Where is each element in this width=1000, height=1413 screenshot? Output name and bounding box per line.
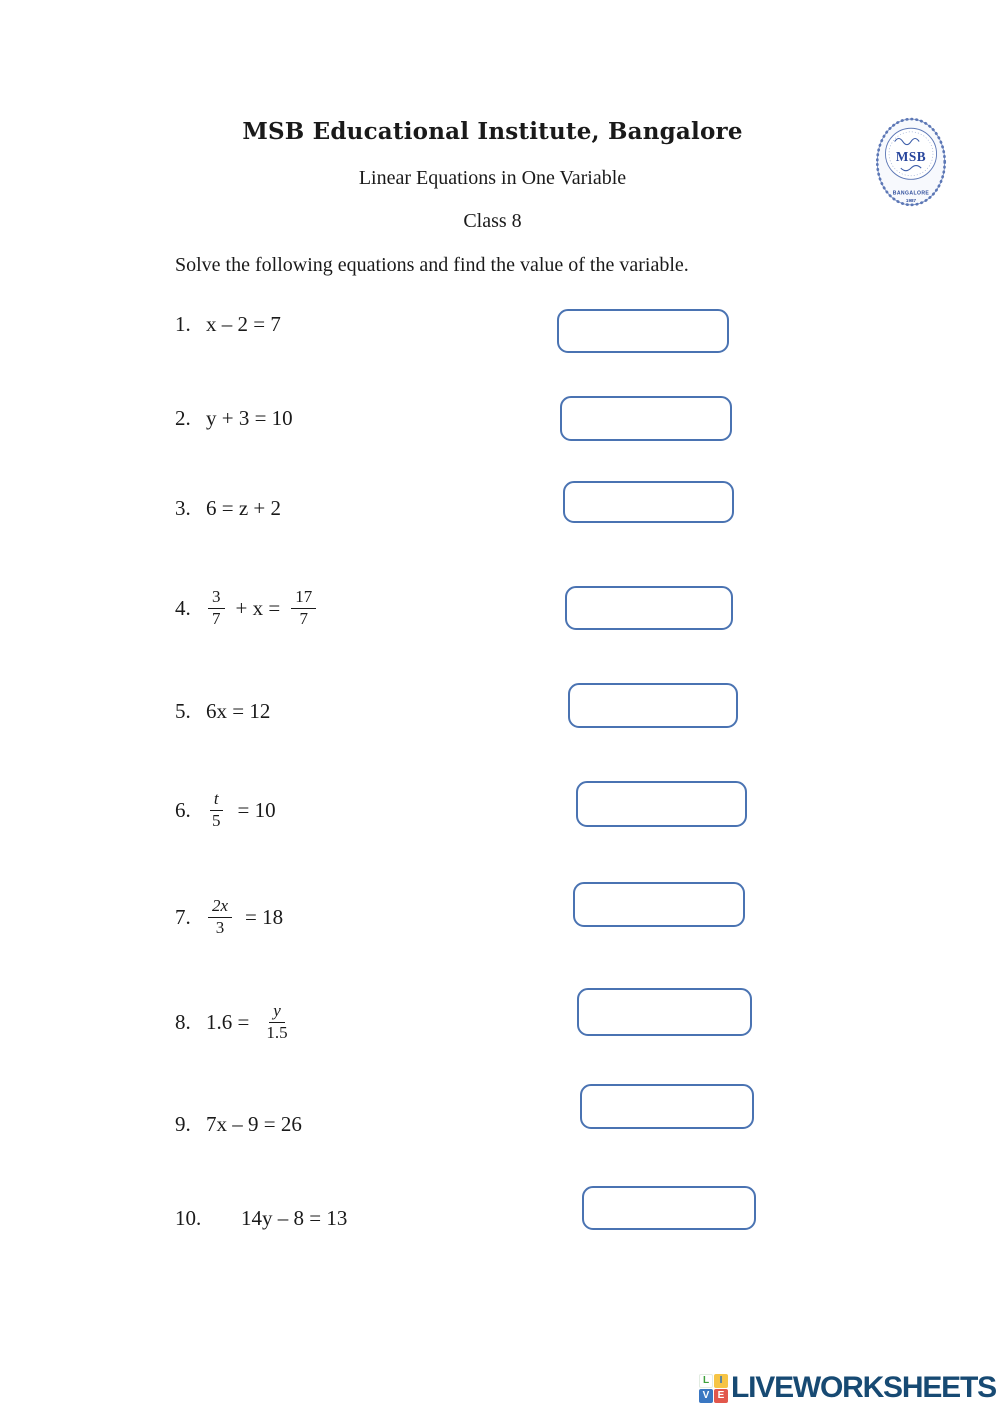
equation-text: 1.6 = bbox=[206, 1009, 250, 1034]
question-number: 4. bbox=[175, 595, 191, 620]
answer-input-4[interactable] bbox=[565, 586, 733, 630]
equation-text: = 18 bbox=[245, 904, 284, 929]
answer-input-3[interactable] bbox=[563, 481, 734, 523]
answer-input-8[interactable] bbox=[577, 988, 752, 1036]
answer-input-5[interactable] bbox=[568, 683, 738, 728]
question-row-7 bbox=[175, 889, 283, 945]
fraction-denominator: 7 bbox=[299, 608, 308, 628]
institute-title: MSB Educational Institute, Bangalore bbox=[242, 118, 743, 145]
equation-text: 7x – 9 = 26 bbox=[206, 1111, 302, 1136]
fraction-denominator: 5 bbox=[212, 810, 221, 830]
liveworksheets-logo bbox=[699, 1371, 996, 1405]
question-number: 5. bbox=[175, 698, 191, 723]
equation-text: + x = bbox=[235, 595, 281, 620]
class-label: Class 8 bbox=[463, 210, 522, 232]
fraction-numerator: 3 bbox=[208, 587, 225, 608]
seal-year: 1987 bbox=[905, 197, 917, 203]
question-row-9 bbox=[175, 1096, 302, 1152]
equation-text: 14y – 8 = 13 bbox=[241, 1205, 348, 1230]
liveworksheets-wordmark: LIVEWORKSHEETS bbox=[731, 1371, 996, 1404]
answer-input-2[interactable] bbox=[560, 396, 732, 441]
equation-text: y + 3 = 10 bbox=[206, 405, 293, 430]
seal-city: BANGALORE bbox=[892, 190, 930, 197]
answer-input-9[interactable] bbox=[580, 1084, 754, 1129]
question-number: 10. bbox=[175, 1205, 202, 1230]
fraction bbox=[291, 587, 316, 628]
answer-input-7[interactable] bbox=[573, 882, 745, 927]
question-row-3 bbox=[175, 480, 281, 536]
liveworksheets-tiles-icon bbox=[699, 1374, 728, 1403]
fraction bbox=[208, 587, 225, 628]
question-number: 6. bbox=[175, 797, 191, 822]
question-row-10 bbox=[175, 1190, 347, 1246]
question-row-1 bbox=[175, 296, 281, 352]
instruction-text: Solve the following equations and find the value of the variable. bbox=[175, 254, 689, 276]
fraction bbox=[262, 1001, 291, 1042]
tile-letter: V bbox=[699, 1389, 713, 1403]
question-number: 1. bbox=[175, 311, 191, 336]
question-number: 8. bbox=[175, 1009, 191, 1034]
fraction bbox=[208, 789, 225, 830]
answer-input-1[interactable] bbox=[557, 309, 729, 353]
seal-abbr: MSB bbox=[895, 148, 927, 164]
fraction-denominator: 1.5 bbox=[266, 1022, 288, 1042]
tile-letter: L bbox=[699, 1374, 713, 1388]
equation-text: 6x = 12 bbox=[206, 698, 271, 723]
question-number: 2. bbox=[175, 405, 191, 430]
question-number: 7. bbox=[175, 904, 191, 929]
answer-input-6[interactable] bbox=[576, 781, 747, 827]
question-row-5 bbox=[175, 683, 270, 739]
fraction-denominator: 7 bbox=[212, 608, 221, 628]
question-row-2 bbox=[175, 390, 293, 446]
question-row-8 bbox=[175, 994, 294, 1050]
tile-letter: E bbox=[714, 1389, 728, 1403]
equation-text: = 10 bbox=[237, 797, 276, 822]
fraction-numerator: t bbox=[210, 789, 223, 810]
equation-text: x – 2 = 7 bbox=[206, 311, 281, 336]
fraction-numerator: 17 bbox=[291, 587, 316, 608]
question-row-4 bbox=[175, 580, 318, 636]
fraction bbox=[208, 896, 232, 937]
tile-letter: I bbox=[714, 1374, 728, 1388]
question-number: 3. bbox=[175, 495, 191, 520]
question-row-6 bbox=[175, 782, 276, 838]
answer-input-10[interactable] bbox=[582, 1186, 756, 1230]
equation-text: 6 = z + 2 bbox=[206, 495, 282, 520]
msb-seal-logo bbox=[874, 116, 948, 210]
fraction-denominator: 3 bbox=[215, 917, 225, 937]
worksheet-subtitle: Linear Equations in One Variable bbox=[358, 167, 627, 189]
fraction-numerator: y bbox=[269, 1001, 285, 1022]
fraction-numerator: 2x bbox=[208, 896, 232, 917]
question-number: 9. bbox=[175, 1111, 191, 1136]
